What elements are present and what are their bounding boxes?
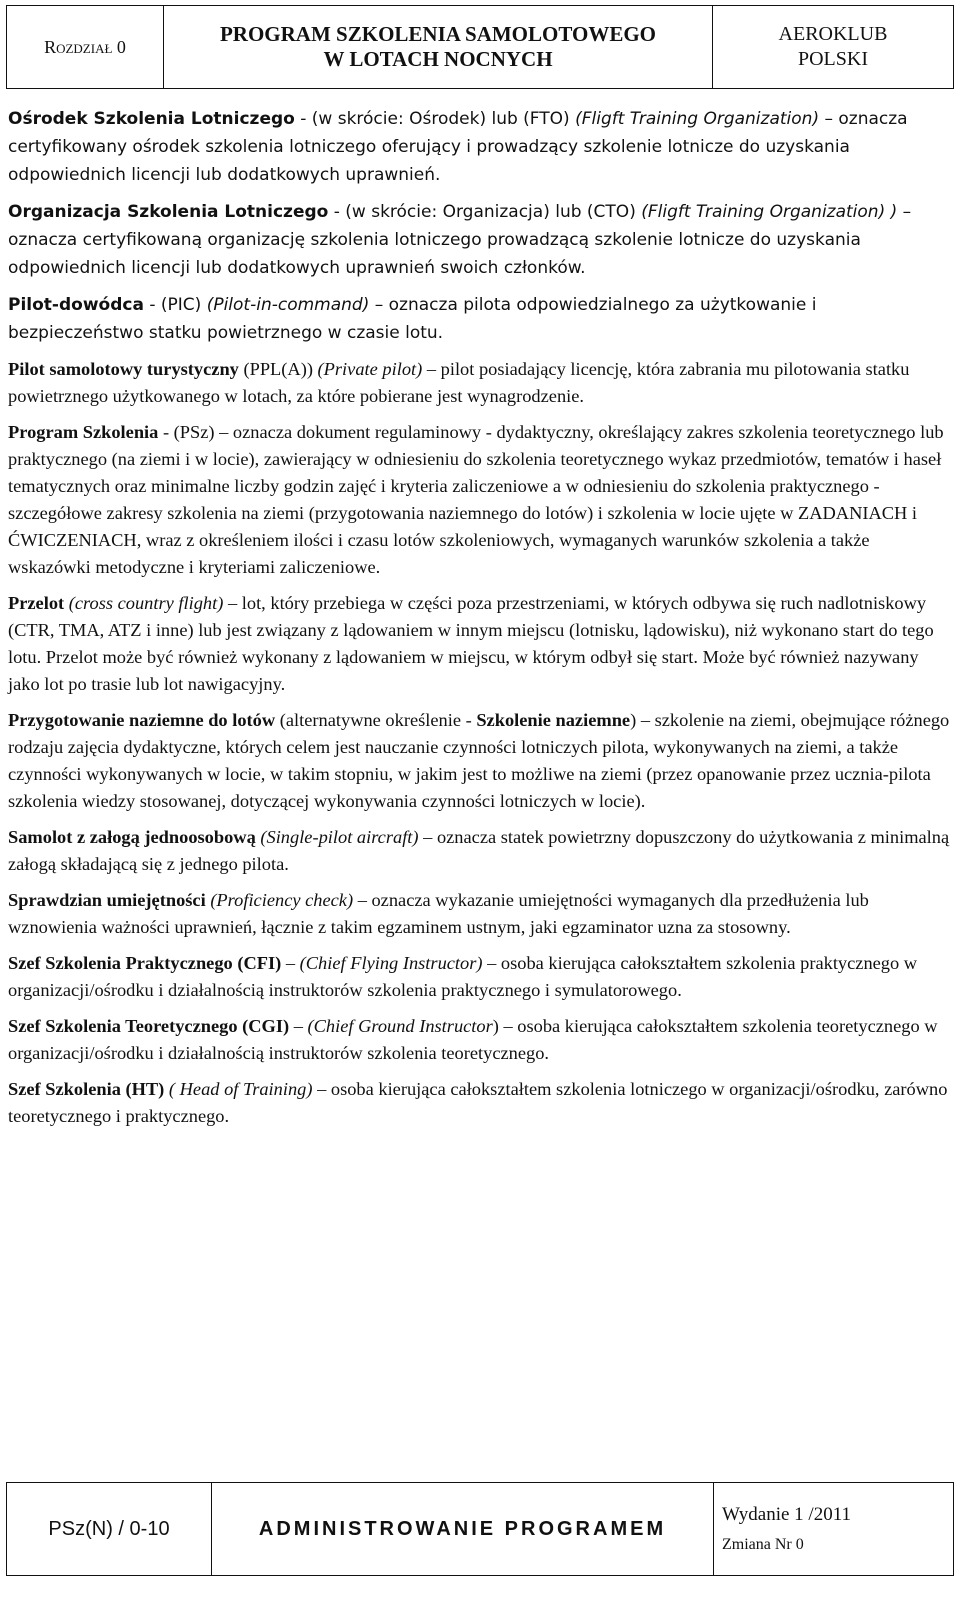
definition-paragraph	[8, 590, 950, 698]
document-title-line2: W LOTACH NOCNYCH	[323, 47, 553, 71]
chapter-label: Rozdział 0	[44, 36, 126, 57]
definition-english: (Single-pilot aircraft)	[260, 827, 419, 847]
definition-term: Organizacja Szkolenia Lotniczego	[8, 202, 329, 222]
document-title-line1: PROGRAM SZKOLENIA SAMOLOTOWEGO	[219, 22, 656, 46]
definition-abbrev: - (w skrócie: Organizacja) lub (CTO)	[328, 202, 642, 222]
definition-text: ) – szkolenie na ziemi, obejmujące różnego rodzaju zajęcia dydaktyczne, których celem jest nauczanie czynności lotniczych pilota, wykonywanych na ziemi, a także czynności wykonywanych w locie, w takim stopniu, w jakim jest to możliwe na ziemi (przez opanowanie przez ucznia-pilota szkolenia wiedzy stosowanej, dotyczącej wykonywania czynności lotniczych w locie).	[8, 710, 950, 811]
definition-abbrev: –	[281, 953, 300, 973]
definition-paragraph	[8, 824, 950, 878]
definition-paragraph	[8, 887, 950, 941]
definition-text: – osoba kierująca całokształtem szkolenia praktycznego w organizacji/ośrodku i działalnością instruktorów szkolenia praktycznego i symulatorowego.	[8, 953, 918, 1000]
organization-line2: POLSKI	[797, 48, 868, 70]
page-footer	[6, 1482, 954, 1576]
definition-text: – oznacza pilota odpowiedzialnego za użytkowanie i bezpieczeństwo statku powietrznego w czasie lotu.	[8, 295, 817, 343]
definitions-body	[8, 105, 950, 1139]
definition-term: Przelot	[8, 593, 65, 613]
definition-english: (Private pilot)	[317, 359, 423, 379]
definition-english: (Pilot-in-command)	[206, 295, 370, 315]
definition-term-alt: Szkolenie naziemne	[476, 710, 631, 730]
page-header	[6, 5, 954, 89]
document-code-cell	[7, 1483, 212, 1575]
definition-abbrev: - (w skrócie: Ośrodek) lub (FTO)	[294, 109, 576, 129]
definition-term: Szef Szkolenia Praktycznego (CFI)	[8, 953, 282, 973]
definition-text: – lot, który przebiega w części poza przestrzeniami, w których odbywa się ruch nadlotniskowy (CTR, TMA, ATZ i inne) lub jest związany z lądowaniem w innym miejscu (lotnisku, lądowisku), niż wykonano start do tego lotu. Przelot może być również wykonany z lądowaniem w miejscu, w którym odbył się start. Może być również nazywany jako lot po trasie lub lot nawigacyjny.	[8, 593, 934, 694]
definition-english: ( Head of Training)	[168, 1079, 313, 1099]
definition-term: Szef Szkolenia (HT)	[8, 1079, 165, 1099]
definition-paragraph	[8, 291, 950, 347]
definition-term: Ośrodek Szkolenia Lotniczego	[8, 109, 295, 129]
definition-abbrev: (PPL(A))	[238, 359, 318, 379]
definition-text: – oznacza wykazanie umiejętności wymaganych dla przedłużenia lub wznowienia ważności uprawnień, łącznie z takim egzaminem ustnym, jaki egzaminator uzna za stosowny.	[8, 890, 869, 937]
change-label: Zmiana Nr 0	[722, 1536, 804, 1553]
definition-term: Szef Szkolenia Teoretycznego (CGI)	[8, 1016, 290, 1036]
definition-paragraph	[8, 1013, 950, 1067]
definition-text: – pilot posiadający licencję, która zabrania mu pilotowania statku powietrznego użytkowanego w lotach, za które pobierane jest wynagrodzenie.	[8, 359, 910, 406]
organization-cell	[713, 6, 953, 88]
definition-english: (Chief Ground Instructor	[307, 1016, 493, 1036]
organization-line1: AEROKLUB	[778, 23, 888, 45]
definition-english: (cross country flight)	[68, 593, 224, 613]
definition-text: - (PSz) – oznacza dokument regulaminowy - dydaktyczny, określający zakres szkolenia teoretycznego lub praktycznego (na ziemi i w locie), zawierający w odniesieniu do szkolenia teoretycznego wykaz przedmiotów, tematów i haseł tematycznych oraz minimalne liczby godzin zajęć i kryteria zaliczeniowe a w odniesieniu do szkolenia praktycznego - szczegółowe zakresy szkolenia na ziemi (przygotowania naziemnego do lotów) i szkolenia w locie ujęte w ZADANIACH i ĆWICZENIACH, wraz z określeniem ilości i czasu lotów szkoleniowych, wymaganych warunków szkolenia a także wskazówki metodyczne i kryteriami zaliczeniowe.	[8, 422, 944, 577]
definition-paragraph	[8, 419, 950, 581]
definition-text: – oznacza certyfikowany ośrodek szkolenia lotniczego oferujący i prowadzący szkolenie lotnicze do uzyskania odpowiednich licencji lub dodatkowych uprawnień.	[8, 109, 908, 185]
edition-label: Wydanie 1 /2011	[722, 1504, 852, 1525]
definition-abbrev: –	[289, 1016, 308, 1036]
definition-english: (Fligft Training Organization)	[575, 109, 820, 129]
document-code: PSz(N) / 0-10	[48, 1517, 170, 1540]
chapter-cell	[7, 6, 164, 88]
definition-term: Przygotowanie naziemne do lotów	[8, 710, 276, 730]
definition-term: Sprawdzian umiejętności	[8, 890, 206, 910]
definition-term: Samolot z załogą jednoosobową	[8, 827, 256, 847]
definition-text: – osoba kierująca całokształtem szkolenia lotniczego w organizacji/ośrodku, zarówno teoretycznego i praktycznego.	[8, 1079, 948, 1126]
definition-english: (Proficiency check)	[210, 890, 354, 910]
definition-term: Pilot samolotowy turystyczny	[8, 359, 239, 379]
definition-abbrev: (alternatywne określenie -	[275, 710, 477, 730]
section-title: ADMINISTROWANIE PROGRAMEM	[258, 1517, 667, 1540]
definition-paragraph	[8, 105, 950, 189]
definition-abbrev: - (PIC)	[143, 295, 207, 315]
edition-cell	[714, 1483, 953, 1575]
document-title-cell	[164, 6, 713, 88]
definition-paragraph	[8, 356, 950, 410]
definition-text: – oznacza statek powietrzny dopuszczony do użytkowania z minimalną załogą składającą się z jednego pilota.	[8, 827, 950, 874]
definition-english: (Fligft Training Organization) )	[641, 202, 898, 222]
definition-term: Program Szkolenia	[8, 422, 159, 442]
definition-paragraph	[8, 1076, 950, 1130]
definition-term: Pilot-dowódca	[8, 295, 144, 315]
definition-text: ) – osoba kierująca całokształtem szkolenia teoretycznego w organizacji/ośrodku i działalnością instruktorów szkolenia teoretycznego.	[8, 1016, 938, 1063]
definition-paragraph	[8, 950, 950, 1004]
section-title-cell	[212, 1483, 714, 1575]
definition-text: – oznacza certyfikowaną organizację szkolenia lotniczego prowadzącą szkolenie lotnicze do uzyskania odpowiednich licencji lub dodatkowych uprawnień swoich członków.	[8, 202, 912, 278]
definition-english: (Chief Flying Instructor)	[299, 953, 483, 973]
definition-paragraph	[8, 198, 950, 282]
definition-paragraph	[8, 707, 950, 815]
